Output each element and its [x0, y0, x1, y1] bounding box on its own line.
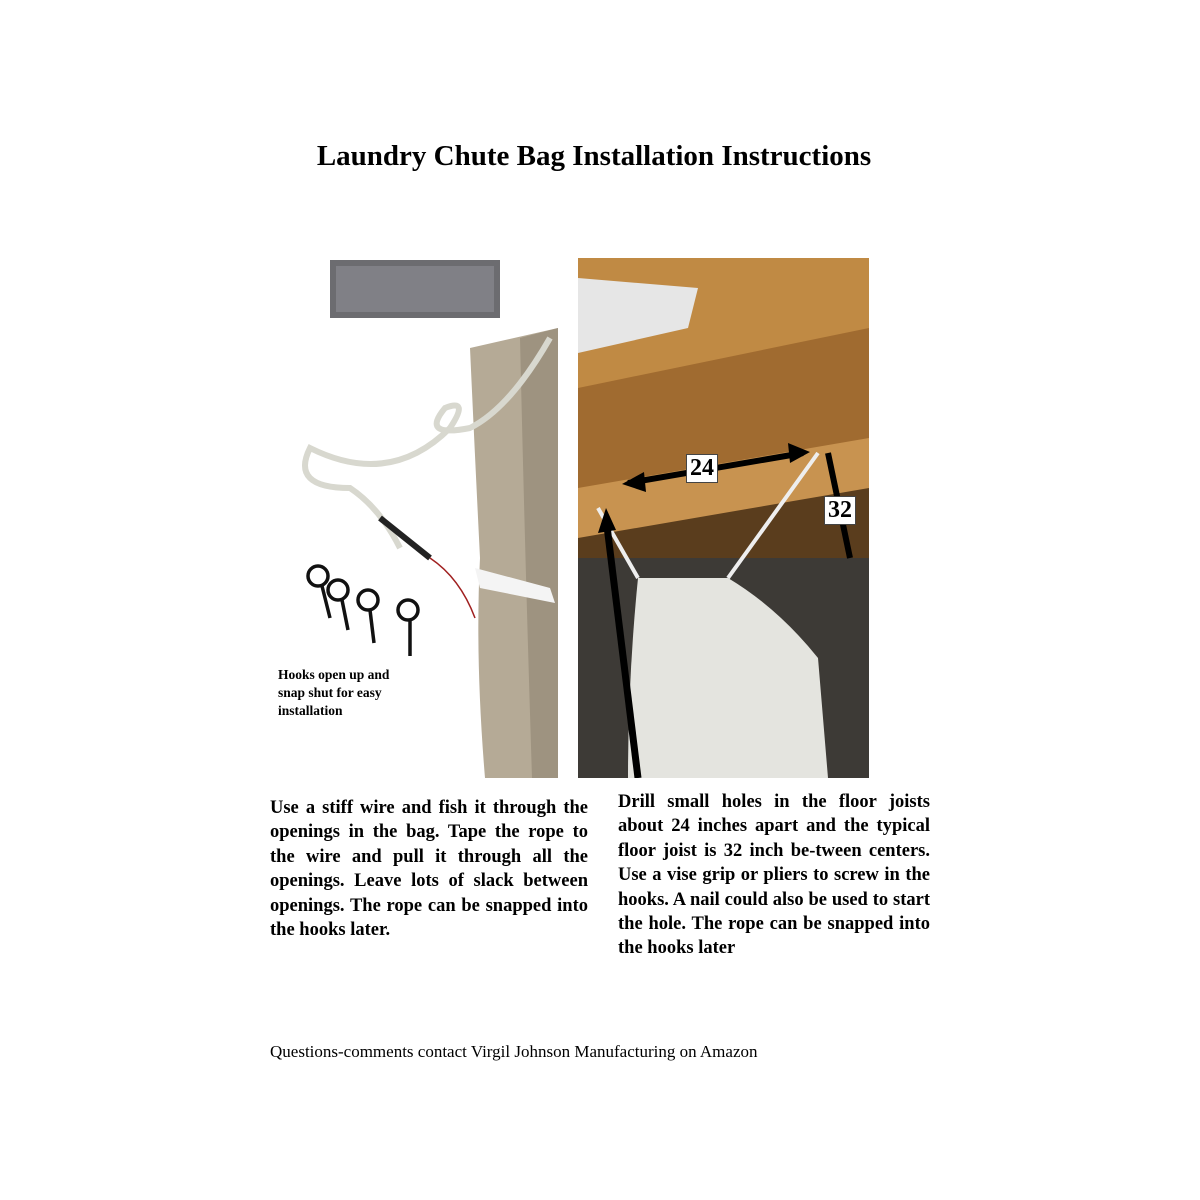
- dimension-label-32: 32: [824, 496, 856, 525]
- left-instructions: Use a stiff wire and fish it through the openings in the bag. Tape the rope to the wire and pull it through all the openings. Leave lots of slack between openings. The rope can be snapped into the hooks later.: [270, 798, 588, 941]
- contact-footer: Questions-comments contact Virgil Johnson Manufacturing on Amazon: [270, 1042, 758, 1061]
- page-title: Laundry Chute Bag Installation Instructions: [316, 140, 872, 172]
- dimension-label-24: 24: [686, 454, 718, 483]
- rope-and-hooks-photo: [270, 258, 558, 778]
- right-instructions: Drill small holes in the floor joists about 24 inches apart and the typical floor joist is 32 inch be-tween centers. Use a vise grip or pliers to screw in the hooks. A nail could also be used to start the hole. The rope can be snapped into the hooks later: [618, 792, 930, 959]
- hooks-caption: Hooks open up and snap shut for easy installation: [278, 667, 390, 718]
- installed-bag-photo: [578, 258, 869, 778]
